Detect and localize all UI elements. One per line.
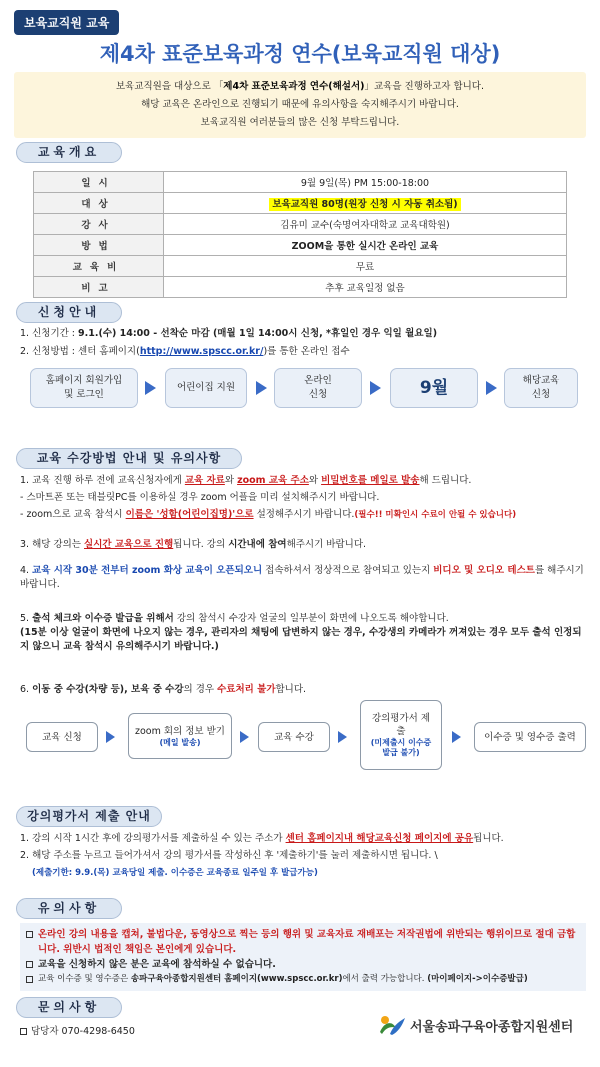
center-logo: 서울송파구육아종합지원센터 <box>378 1014 573 1036</box>
apply-step-online: 온라인 신청 <box>274 368 362 408</box>
homepage-link[interactable]: http://www.spscc.or.kr/ <box>139 346 264 357</box>
table-row <box>34 235 567 256</box>
method-item-1-sub-1: - 스마트폰 또는 태블릿PC를 이용하실 경우 zoom 어플을 미리 설치해주시기 바랍니다. <box>20 492 380 503</box>
table-row <box>34 193 567 214</box>
row-label: 강사 <box>34 214 164 235</box>
row-label: 비고 <box>34 277 164 298</box>
row-value: 보육교직원 80명(원장 신청 시 자동 취소됨) <box>164 193 567 214</box>
row-value: ZOOM을 통한 실시간 온라인 교육 <box>164 235 567 256</box>
method-item-6: 6. 이동 중 수강(차량 등), 보육 중 수강의 경우 수료처리 불가합니다. <box>20 684 307 695</box>
center-logo-icon <box>378 1014 406 1036</box>
checkbox-bullet-icon <box>26 961 33 968</box>
page-title: 제4차 표준보육과정 연수(보육교직원 대상) <box>99 42 501 66</box>
checkbox-bullet-icon <box>26 976 33 983</box>
method-item-3: 3. 해당 강의는 실시간 교육으로 진행됩니다. 강의 시간내에 참여해주시기 바랍니다. <box>20 539 367 550</box>
caution-box <box>20 923 586 991</box>
method-step-attend: 교육 수강 <box>258 722 330 752</box>
row-value: 김유미 교수(숙명여자대학교 교육대학원) <box>164 214 567 235</box>
apply-period: 1. 신청기간 : 9.1.(수) 14:00 - 선착순 마감 (매월 1일 14:00시 신청, *휴일인 경우 익일 월요일) <box>20 328 438 339</box>
arrow-icon <box>240 731 249 743</box>
method-item-4: 4. 교육 시작 30분 전부터 zoom 화상 교육이 오픈되오니 접속하셔서 정상적으로 참여되고 있는지 비디오 및 오디오 테스트를 해주시기 바랍니다. <box>20 565 584 590</box>
checkbox-bullet-icon <box>20 1028 27 1035</box>
section-survey-title: 강의평가서 제출 안내 <box>16 806 162 827</box>
apply-step-month: 9월 <box>390 368 478 408</box>
section-apply-title: 신청안내 <box>16 302 122 323</box>
survey-item-2: 2. 해당 주소를 누르고 들어가셔서 강의 평가서를 작성하신 후 '제출하기'를 눌러 제출하시면 됩니다. \ <box>20 850 438 861</box>
row-label: 대상 <box>34 193 164 214</box>
method-item-1: 1. 교육 진행 하루 전에 교육신청자에게 교육 자료와 zoom 교육 주소와 비밀번호를 메일로 발송해 드립니다. <box>20 475 472 486</box>
intro-line-2: 해당 교육은 온라인으로 진행되기 때문에 유의사항을 숙지해주시기 바랍니다. <box>141 99 459 110</box>
overview-table <box>33 171 567 298</box>
method-step-zoom-info: zoom 회의 정보 받기 (메일 발송) <box>128 713 232 759</box>
caution-item-3: 교육 이수증 및 영수증은 송파구육아종합지원센터 홈페이지(www.spscc.or.kr)에서 출력 가능합니다. (마이페이지->이수증발급) <box>26 972 580 987</box>
row-label: 방법 <box>34 235 164 256</box>
method-item-1-sub-2: - zoom으로 교육 참석시 이름은 '성함(어린이집명)'으로 설정해주시기 바랍니다.(필수!! 미확인시 수료이 안될 수 있습니다) <box>20 509 517 520</box>
survey-item-1: 1. 강의 시작 1시간 후에 강의평가서를 제출하실 수 있는 주소가 센터 홈페이지내 해당교육신청 페이지에 공유됩니다. <box>20 833 504 844</box>
apply-method: 2. 신청방법 : 센터 홈페이지(http://www.spscc.or.kr/)를 통한 온라인 접수 <box>20 346 350 357</box>
row-label: 교육비 <box>34 256 164 277</box>
apply-step-signup: 홈페이지 회원가입 및 로그인 <box>30 368 138 408</box>
arrow-icon <box>370 381 381 395</box>
row-value: 9월 9일(목) PM 15:00-18:00 <box>164 172 567 193</box>
intro-line-3: 보육교직원 여러분들의 많은 신청 부탁드립니다. <box>200 117 400 128</box>
apply-step-course: 해당교육 신청 <box>504 368 578 408</box>
caution-item-1: 온라인 강의 내용을 캡쳐, 불법다운, 동영상으로 찍는 등의 행위 및 교육자료 재배포는 저작권법에 위반되는 행위이므로 절대 금합니다. 위반시 법적인 책임은 본인에게 있습니다. <box>26 927 580 957</box>
arrow-icon <box>256 381 267 395</box>
arrow-icon <box>145 381 156 395</box>
method-item-5: 5. 출석 체크와 이수증 발급을 위해서 강의 참석시 수강자 얼굴의 일부분이 화면에 나오도록 해야합니다. (15분 이상 얼굴이 화면에 나오지 않는 경우, 관리자의 채팅에 답변하지 않는 경우, 수강생의 카메라가 꺼져있는 경우 모두 출석 인정되지 않으니 교육 참석시 유의해주시기 바랍니다.) <box>20 613 582 652</box>
contact-line: 담당자 070-4298-6450 <box>20 1025 135 1039</box>
table-row <box>34 214 567 235</box>
section-overview-title: 교육개요 <box>16 142 122 163</box>
row-value: 추후 교육일정 없음 <box>164 277 567 298</box>
section-contact-title: 문의사항 <box>16 997 122 1018</box>
arrow-icon <box>452 731 461 743</box>
survey-deadline: (제출기한: 9.9.(목) 교육당일 제출. 이수증은 교육종료 일주일 후 발급가능) <box>32 868 318 878</box>
arrow-icon <box>338 731 347 743</box>
table-row <box>34 256 567 277</box>
row-label: 일시 <box>34 172 164 193</box>
apply-step-daycare: 어린이집 지원 <box>165 368 247 408</box>
section-method-title: 교육 수강방법 안내 및 유의사항 <box>16 448 242 469</box>
table-row <box>34 277 567 298</box>
arrow-icon <box>106 731 115 743</box>
row-value: 무료 <box>164 256 567 277</box>
intro-box <box>14 72 586 138</box>
method-step-certificate: 이수증 및 영수증 출력 <box>474 722 586 752</box>
checkbox-bullet-icon <box>26 931 33 938</box>
method-step-survey: 강의평가서 제출 (미제출시 이수증 발급 불가) <box>360 700 442 770</box>
section-caution-title: 유의사항 <box>16 898 122 919</box>
arrow-icon <box>486 381 497 395</box>
method-step-apply: 교육 신청 <box>26 722 98 752</box>
category-tag: 보육교직원 교육 <box>14 10 119 35</box>
table-row <box>34 172 567 193</box>
intro-line-1: 보육교직원을 대상으로 「제4차 표준보육과정 연수(해설서)」교육을 진행하고자 합니다. <box>115 81 485 92</box>
caution-item-2: 교육을 신청하지 않은 분은 교육에 참석하실 수 없습니다. <box>26 957 580 972</box>
